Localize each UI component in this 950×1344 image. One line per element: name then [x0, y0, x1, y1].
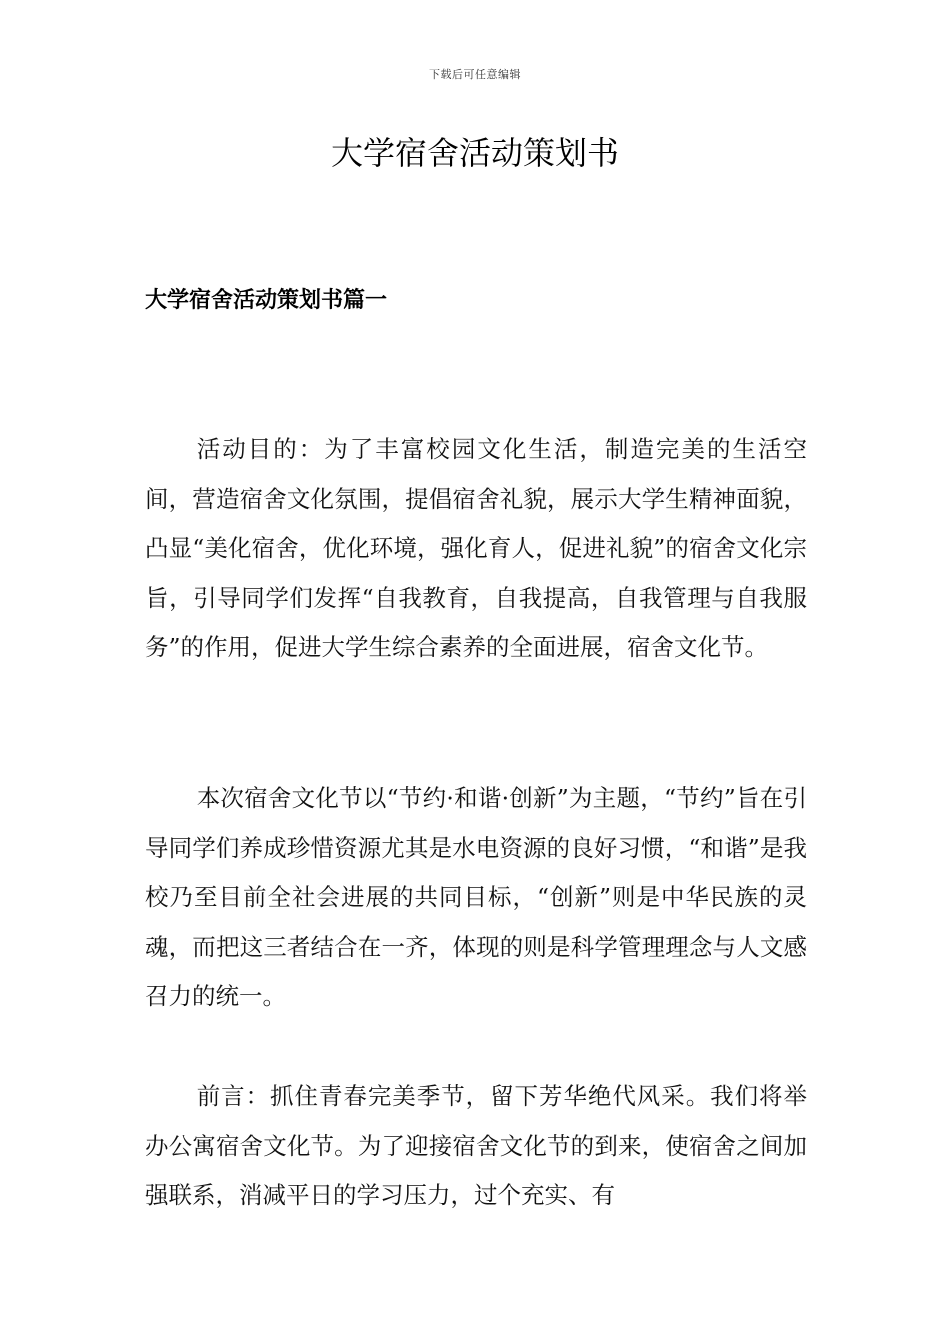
document-title: 大学宿舍活动策划书	[330, 134, 619, 172]
paragraph-theme: 本次宿舍文化节以“节约·和谐·创新”为主题，“节约”旨在引导同学们养成珍惜资源尤其是水电资源的良好习惯，“和谐”是我校乃至目前全社会进展的共同目标，“创新”则是中华民族的灵魂，而把这三者结合在一齐，体现的则是科学管理理念与人文感召力的统一。	[145, 784, 807, 1010]
header-note: 下载后可任意编辑	[429, 68, 521, 81]
paragraph-purpose: 活动目的：为了丰富校园文化生活，制造完美的生活空间，营造宿舍文化氛围，提倡宿舍礼貌，展示大学生精神面貌，凸显“美化宿舍，优化环境，强化育人，促进礼貌”的宿舍文化宗旨，引导同学们发挥“自我教育，自我提高，自我管理与自我服务”的作用，促进大学生综合素养的全面进展，宿舍文化节。	[145, 435, 807, 661]
paragraph-preface: 前言：抓住青春完美季节，留下芳华绝代风采。我们将举办公寓宿舍文化节。为了迎接宿舍文化节的到来，使宿舍之间加强联系，消减平日的学习压力，过个充实、有	[145, 1082, 807, 1209]
section-heading: 大学宿舍活动策划书篇一	[145, 287, 388, 313]
